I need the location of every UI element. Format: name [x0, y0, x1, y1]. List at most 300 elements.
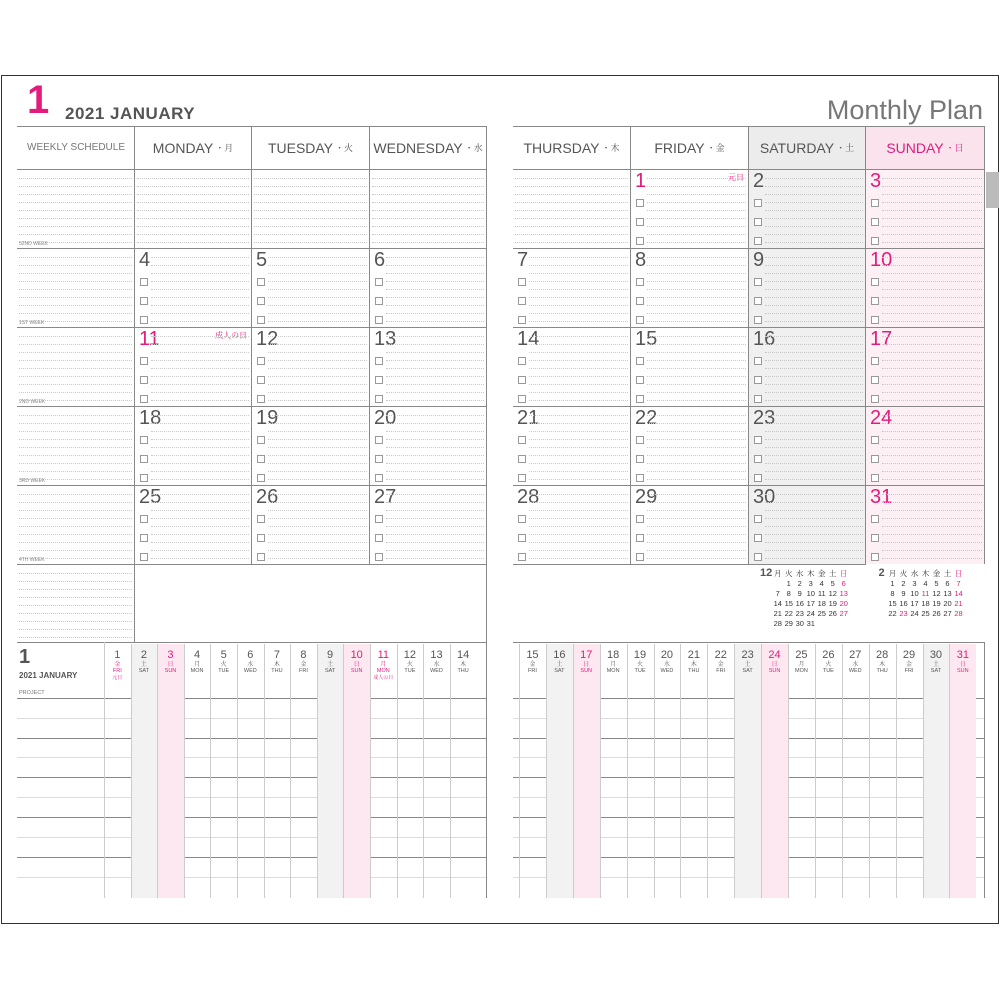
dotted-line — [19, 210, 132, 211]
day-cell-7[interactable] — [513, 248, 630, 327]
checkbox[interactable] — [754, 218, 762, 226]
project-day-jp: 火 — [220, 662, 227, 668]
checkbox[interactable] — [257, 515, 265, 523]
checkbox[interactable] — [754, 237, 762, 245]
dotted-line — [386, 550, 484, 551]
dotted-line — [765, 226, 863, 227]
project-day-column-1[interactable] — [104, 644, 131, 898]
project-day-column-12[interactable] — [397, 644, 424, 898]
project-holiday: 成人の日 — [373, 674, 394, 681]
project-day-jp: 木 — [460, 662, 467, 668]
project-day-jp: 木 — [879, 662, 886, 668]
project-day-header-22 — [707, 650, 734, 675]
project-day-en: THU — [688, 668, 700, 674]
holiday-label: 元日 — [728, 173, 744, 182]
week-schedule-cell[interactable] — [17, 327, 134, 406]
checkbox[interactable] — [754, 357, 762, 365]
project-day-jp: 金 — [906, 662, 913, 668]
project-day-column-8[interactable] — [290, 644, 317, 898]
dotted-line — [647, 479, 746, 480]
checkbox[interactable] — [754, 395, 762, 403]
checkbox[interactable] — [636, 515, 644, 523]
day-cell-6[interactable] — [369, 248, 486, 327]
dotted-line — [386, 542, 484, 543]
dotted-line — [647, 178, 746, 179]
dotted-line — [765, 542, 863, 543]
day-cell-15[interactable] — [630, 327, 748, 406]
day-cell-18[interactable] — [134, 406, 251, 485]
dotted-line — [19, 423, 132, 424]
dotted-line — [268, 297, 367, 298]
checkbox[interactable] — [518, 395, 526, 403]
dotted-line — [529, 455, 628, 456]
project-day-column-20[interactable] — [654, 644, 681, 898]
day-cell-27[interactable] — [369, 485, 486, 564]
checkbox[interactable] — [871, 297, 879, 305]
checkbox[interactable] — [140, 553, 148, 561]
day-number: 28 — [517, 486, 540, 508]
dotted-line — [529, 510, 628, 511]
checkbox[interactable] — [754, 316, 762, 324]
dotted-line — [19, 518, 132, 519]
project-day-header-13 — [423, 650, 450, 675]
checkbox[interactable] — [257, 297, 265, 305]
day-number: 5 — [256, 249, 268, 271]
dotted-line — [19, 573, 132, 574]
checkbox[interactable] — [754, 278, 762, 286]
checkbox[interactable] — [140, 474, 148, 482]
dotted-line — [151, 558, 249, 559]
checkbox[interactable] — [871, 515, 879, 523]
checkbox[interactable] — [140, 455, 148, 463]
day-number: 15 — [635, 328, 658, 350]
day-header-tuesday — [251, 126, 369, 169]
project-day-column-11[interactable] — [370, 644, 397, 898]
mini-day — [816, 619, 827, 629]
dotted-line — [268, 542, 367, 543]
checkbox[interactable] — [518, 515, 526, 523]
day-cell-26[interactable] — [251, 485, 369, 564]
project-day-column-6[interactable] — [237, 644, 264, 898]
project-day-column-10[interactable] — [343, 644, 370, 898]
grid-right-border — [486, 126, 487, 642]
checkbox[interactable] — [871, 278, 879, 286]
day-number: 9 — [753, 249, 765, 271]
checkbox[interactable] — [375, 455, 383, 463]
week-schedule-cell[interactable] — [17, 248, 134, 327]
project-day-column-3[interactable] — [157, 644, 184, 898]
checkbox[interactable] — [871, 218, 879, 226]
project-day-column-18[interactable] — [600, 644, 627, 898]
checkbox[interactable] — [140, 376, 148, 384]
day-cell-31[interactable] — [865, 485, 984, 564]
dotted-line — [882, 281, 982, 282]
empty-day-cell[interactable] — [134, 169, 251, 248]
project-day-en: SUN — [957, 668, 969, 674]
checkbox[interactable] — [518, 436, 526, 444]
day-cell-24[interactable] — [865, 406, 984, 485]
dotted-line — [19, 447, 132, 448]
dotted-line — [647, 463, 746, 464]
checkbox[interactable] — [636, 455, 644, 463]
week-label: 52ND WEEK — [19, 241, 48, 247]
dotted-line — [529, 494, 628, 495]
checkbox[interactable] — [518, 455, 526, 463]
mini-month-number — [760, 568, 772, 579]
checkbox[interactable] — [518, 553, 526, 561]
day-cell-5[interactable] — [251, 248, 369, 327]
project-day-en: MON — [606, 668, 620, 674]
project-day-column-17[interactable] — [573, 644, 600, 898]
day-cell-9[interactable] — [748, 248, 865, 327]
page-title: Monthly Plan — [826, 95, 983, 125]
checkbox[interactable] — [375, 474, 383, 482]
day-cell-30[interactable] — [748, 485, 865, 564]
day-cell-2[interactable] — [748, 169, 865, 248]
checkbox[interactable] — [871, 316, 879, 324]
dotted-line — [882, 518, 982, 519]
grid-bottom-line — [134, 564, 486, 565]
dotted-line — [19, 344, 132, 345]
day-number: 25 — [139, 486, 162, 508]
checkbox[interactable] — [754, 436, 762, 444]
day-cell-20[interactable] — [369, 406, 486, 485]
checkbox[interactable] — [871, 376, 879, 384]
checkbox[interactable] — [871, 357, 879, 365]
checkbox[interactable] — [518, 357, 526, 365]
project-day-en: MON — [376, 668, 390, 674]
mini-day: 17 — [910, 599, 919, 608]
checkbox[interactable] — [636, 395, 644, 403]
project-day-header-12 — [397, 650, 424, 675]
checkbox[interactable] — [375, 553, 383, 561]
checkbox[interactable] — [375, 534, 383, 542]
dotted-line — [372, 242, 484, 243]
week-schedule-cell[interactable] — [17, 169, 134, 248]
dotted-line — [882, 273, 982, 274]
day-cell-23[interactable] — [748, 406, 865, 485]
index-tab[interactable] — [986, 172, 999, 208]
checkbox[interactable] — [140, 357, 148, 365]
project-day-header-7 — [264, 650, 291, 675]
day-cell-10[interactable] — [865, 248, 984, 327]
project-day-en: FRI — [716, 668, 726, 674]
project-day-en: SAT — [324, 668, 336, 674]
dotted-line — [268, 463, 367, 464]
day-name-jp: ・金 — [706, 143, 725, 153]
dotted-line — [386, 392, 484, 393]
checkbox[interactable] — [636, 436, 644, 444]
day-cell-17[interactable] — [865, 327, 984, 406]
dotted-line — [529, 431, 628, 432]
project-day-column-2[interactable] — [131, 644, 158, 898]
dotted-line — [19, 257, 132, 258]
dotted-line — [529, 297, 628, 298]
checkbox[interactable] — [375, 357, 383, 365]
checkbox[interactable] — [140, 436, 148, 444]
day-cell-8[interactable] — [630, 248, 748, 327]
day-cell-16[interactable] — [748, 327, 865, 406]
day-cell-14[interactable] — [513, 327, 630, 406]
dotted-line — [151, 400, 249, 401]
project-day-column-13[interactable] — [423, 644, 450, 898]
day-cell-4[interactable] — [134, 248, 251, 327]
dotted-line — [137, 210, 249, 211]
checkbox[interactable] — [636, 218, 644, 226]
project-day-number: 29 — [902, 649, 916, 661]
project-day-jp: 月 — [194, 662, 201, 668]
dotted-line — [765, 289, 863, 290]
checkbox[interactable] — [871, 534, 879, 542]
day-name: MONDAY — [152, 139, 214, 156]
checkbox[interactable] — [375, 395, 383, 403]
project-day-en: TUE — [404, 668, 416, 674]
checkbox[interactable] — [375, 515, 383, 523]
project-day-column-19[interactable] — [627, 644, 654, 898]
project-day-column-24[interactable] — [761, 644, 788, 898]
dotted-line — [529, 502, 628, 503]
dotted-line — [372, 226, 484, 227]
checkbox[interactable] — [140, 278, 148, 286]
dotted-line — [151, 471, 249, 472]
checkbox[interactable] — [754, 455, 762, 463]
dotted-line — [19, 273, 132, 274]
dotted-line — [386, 471, 484, 472]
dotted-line — [372, 218, 484, 219]
checkbox[interactable] — [375, 316, 383, 324]
project-day-column-22[interactable] — [707, 644, 734, 898]
project-day-column-7[interactable] — [264, 644, 291, 898]
mini-day: 27 — [839, 609, 848, 618]
checkbox[interactable] — [754, 297, 762, 305]
checkbox[interactable] — [871, 199, 879, 207]
day-number: 7 — [517, 249, 529, 271]
checkbox[interactable] — [636, 376, 644, 384]
day-cell-29[interactable] — [630, 485, 748, 564]
project-day-column-26[interactable] — [815, 644, 842, 898]
checkbox[interactable] — [257, 376, 265, 384]
project-day-column-4[interactable] — [184, 644, 211, 898]
checkbox[interactable] — [871, 237, 879, 245]
project-day-number: 25 — [795, 649, 808, 661]
day-cell-13[interactable] — [369, 327, 486, 406]
day-cell-19[interactable] — [251, 406, 369, 485]
checkbox[interactable] — [375, 436, 383, 444]
mini-day: 9 — [901, 589, 906, 598]
checkbox[interactable] — [518, 376, 526, 384]
mini-day: 20 — [839, 599, 848, 608]
project-day-jp: 水 — [852, 662, 859, 668]
project-day-column-5[interactable] — [210, 644, 237, 898]
dotted-line — [268, 455, 367, 456]
checkbox[interactable] — [636, 357, 644, 365]
checkbox[interactable] — [754, 534, 762, 542]
week-schedule-cell[interactable] — [17, 485, 134, 564]
checkbox[interactable] — [636, 297, 644, 305]
mini-day: 10 — [806, 589, 815, 598]
project-day-header-31 — [949, 650, 976, 675]
checkbox[interactable] — [257, 553, 265, 561]
dotted-line — [372, 210, 484, 211]
project-day-jp: 水 — [247, 662, 254, 668]
dotted-line — [765, 494, 863, 495]
empty-day-cell[interactable] — [369, 169, 486, 248]
project-day-column-9[interactable] — [317, 644, 344, 898]
dotted-line — [137, 202, 249, 203]
checkbox[interactable] — [257, 436, 265, 444]
checkbox[interactable] — [754, 515, 762, 523]
checkbox[interactable] — [636, 534, 644, 542]
checkbox[interactable] — [754, 376, 762, 384]
dotted-line — [765, 415, 863, 416]
project-day-column-29[interactable] — [896, 644, 923, 898]
checkbox[interactable] — [518, 297, 526, 305]
dotted-line — [647, 510, 746, 511]
project-day-column-25[interactable] — [788, 644, 815, 898]
checkbox[interactable] — [140, 297, 148, 305]
mini-dow: 金 — [818, 568, 826, 578]
day-cell-3[interactable] — [865, 169, 984, 248]
dotted-line — [268, 289, 367, 290]
day-cell-21[interactable] — [513, 406, 630, 485]
dotted-line — [529, 558, 628, 559]
dotted-line — [19, 621, 132, 622]
dotted-line — [19, 178, 132, 179]
mini-week-row — [876, 599, 964, 609]
checkbox[interactable] — [375, 376, 383, 384]
dotted-line — [765, 178, 863, 179]
project-day-header-9 — [317, 650, 344, 675]
project-day-jp: 土 — [327, 662, 334, 668]
project-day-header-1 — [104, 650, 131, 681]
checkbox[interactable] — [375, 297, 383, 305]
dotted-line — [19, 463, 132, 464]
checkbox[interactable] — [257, 534, 265, 542]
dotted-line — [386, 289, 484, 290]
dotted-line — [882, 431, 982, 432]
checkbox[interactable] — [257, 474, 265, 482]
checkbox[interactable] — [257, 278, 265, 286]
checkbox[interactable] — [257, 316, 265, 324]
project-day-en: FRI — [904, 668, 914, 674]
dotted-line — [372, 234, 484, 235]
dotted-line — [386, 313, 484, 314]
checkbox[interactable] — [871, 455, 879, 463]
checkbox[interactable] — [754, 474, 762, 482]
project-day-number: 21 — [687, 649, 700, 661]
checkbox[interactable] — [257, 395, 265, 403]
day-cell-25[interactable] — [134, 485, 251, 564]
mini-day: 26 — [828, 609, 837, 618]
project-day-en: SAT — [930, 668, 942, 674]
checkbox[interactable] — [871, 395, 879, 403]
checkbox[interactable] — [636, 278, 644, 286]
project-day-column-16[interactable] — [546, 644, 573, 898]
project-day-column-27[interactable] — [842, 644, 869, 898]
dotted-line — [882, 415, 982, 416]
checkbox[interactable] — [518, 316, 526, 324]
checkbox[interactable] — [140, 316, 148, 324]
dotted-line — [151, 265, 249, 266]
dotted-line — [386, 281, 484, 282]
dotted-line — [529, 471, 628, 472]
project-day-column-28[interactable] — [869, 644, 896, 898]
checkbox[interactable] — [754, 199, 762, 207]
dotted-line — [882, 558, 982, 559]
project-day-column-31[interactable] — [949, 644, 976, 898]
project-day-jp: 月 — [380, 662, 387, 668]
day-cell-22[interactable] — [630, 406, 748, 485]
project-top-line — [513, 642, 984, 643]
checkbox[interactable] — [257, 455, 265, 463]
day-cell-12[interactable] — [251, 327, 369, 406]
project-day-column-30[interactable] — [923, 644, 950, 898]
dotted-line — [137, 226, 249, 227]
checkbox[interactable] — [518, 278, 526, 286]
mini-month-label: 12 — [760, 567, 773, 579]
checkbox[interactable] — [257, 357, 265, 365]
dotted-line — [647, 265, 746, 266]
checkbox[interactable] — [871, 553, 879, 561]
checkbox[interactable] — [636, 237, 644, 245]
checkbox[interactable] — [140, 395, 148, 403]
project-day-column-21[interactable] — [680, 644, 707, 898]
dotted-line — [19, 637, 132, 638]
checkbox[interactable] — [140, 515, 148, 523]
checkbox[interactable] — [636, 553, 644, 561]
dotted-line — [882, 392, 982, 393]
day-cell-28[interactable] — [513, 485, 630, 564]
week-schedule-cell[interactable] — [17, 564, 134, 642]
day-cell-1[interactable] — [630, 169, 748, 248]
project-day-header-15 — [519, 650, 546, 675]
checkbox[interactable] — [636, 199, 644, 207]
project-day-column-15[interactable] — [519, 644, 546, 898]
day-cell-11[interactable] — [134, 327, 251, 406]
empty-day-cell[interactable] — [513, 169, 630, 248]
project-day-column-14[interactable] — [450, 644, 477, 898]
checkbox[interactable] — [518, 534, 526, 542]
dotted-line — [151, 336, 249, 337]
checkbox[interactable] — [140, 534, 148, 542]
checkbox[interactable] — [375, 278, 383, 286]
checkbox[interactable] — [518, 474, 526, 482]
checkbox[interactable] — [754, 553, 762, 561]
empty-day-cell[interactable] — [251, 169, 369, 248]
dotted-line — [254, 202, 367, 203]
dotted-line — [386, 439, 484, 440]
mini-day: 30 — [795, 619, 804, 628]
project-month-number: 1 — [19, 646, 31, 668]
project-day-number: 7 — [273, 649, 280, 661]
dotted-line — [268, 479, 367, 480]
dotted-line — [765, 376, 863, 377]
dotted-line — [647, 392, 746, 393]
checkbox[interactable] — [636, 316, 644, 324]
dotted-line — [254, 194, 367, 195]
checkbox[interactable] — [871, 474, 879, 482]
project-day-jp: 月 — [798, 662, 805, 668]
week-schedule-cell[interactable] — [17, 406, 134, 485]
checkbox[interactable] — [636, 474, 644, 482]
dotted-line — [151, 321, 249, 322]
dotted-line — [268, 376, 367, 377]
project-day-column-23[interactable] — [734, 644, 761, 898]
dotted-line — [765, 321, 863, 322]
checkbox[interactable] — [871, 436, 879, 444]
dotted-line — [647, 186, 746, 187]
dotted-line — [268, 321, 367, 322]
